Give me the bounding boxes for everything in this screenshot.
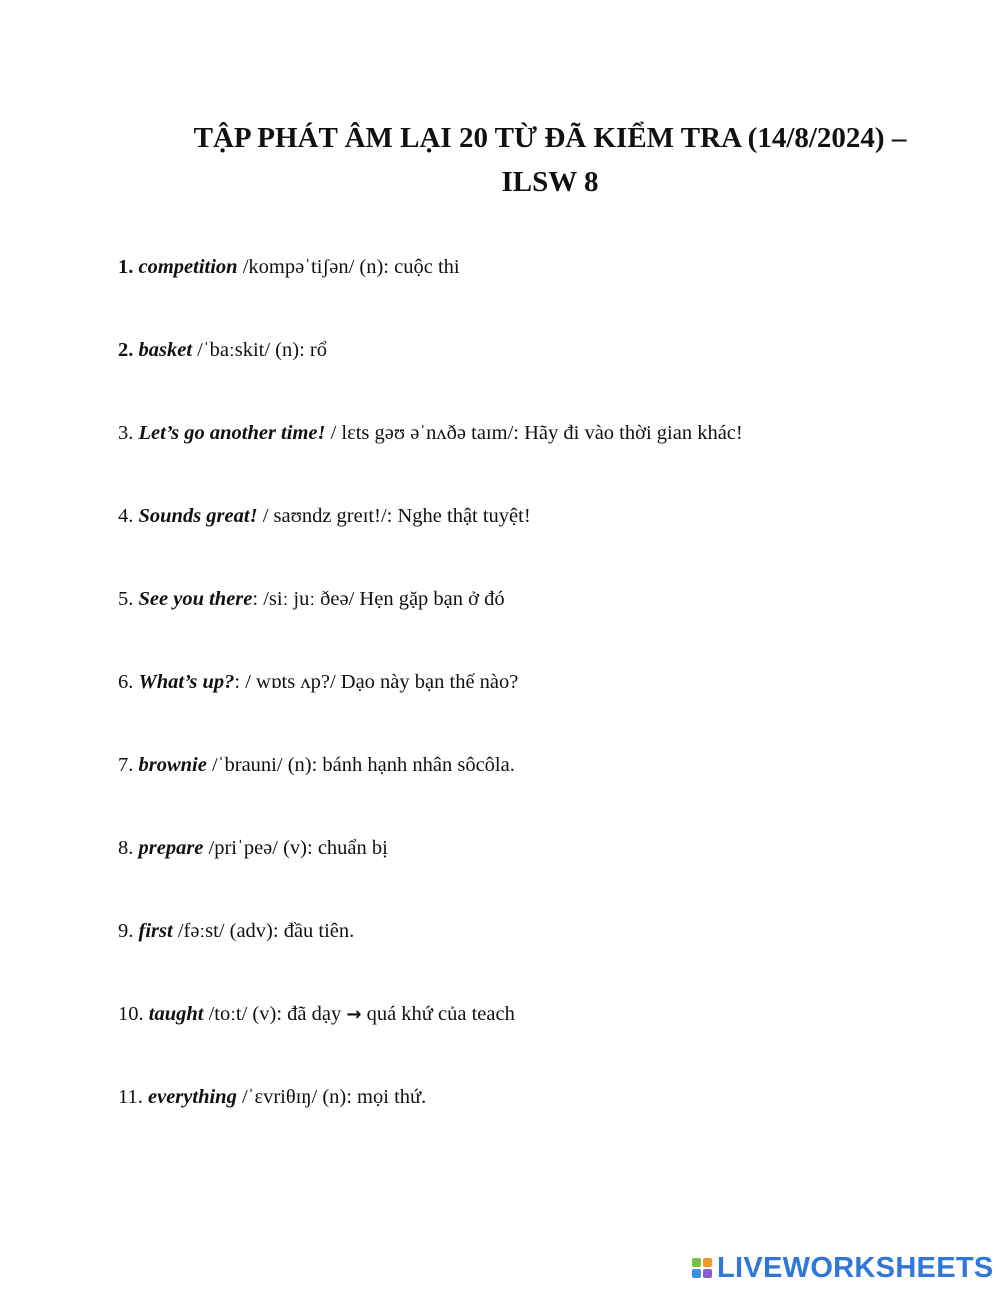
item-number: 7. (118, 754, 134, 776)
liveworksheets-logo (692, 1250, 994, 1286)
item-number: 1. (118, 256, 134, 278)
title-line-2: ILSW 8 (501, 166, 599, 198)
vocab-definition: /kompəˈtiʃən/ (n): cuộc thi (237, 256, 460, 278)
vocab-term: What’s up? (138, 671, 235, 693)
item-number: 8. (118, 837, 134, 859)
item-number: 4. (118, 505, 134, 527)
vocab-definition: /fəːst/ (adv): đầu tiên. (172, 920, 355, 942)
liveworksheets-logo-icon (692, 1258, 712, 1278)
vocab-definition: : /siː juː ðeə/ Hẹn gặp bạn ở đó (252, 588, 505, 610)
vocab-definition: /ˈbrauni/ (n): bánh hạnh nhân sôcôla. (206, 754, 515, 776)
vocab-item (118, 748, 978, 831)
vocab-term: first (138, 920, 173, 942)
vocab-term: everything (148, 1086, 237, 1108)
vocab-definition: /ˈɛvriθɪŋ/ (n): mọi thứ. (236, 1086, 427, 1108)
vocab-definition: / saʊndz greɪt!/: Nghe thật tuyệt! (257, 505, 531, 527)
vocab-definition: /toːt/ (v): đã dạy (203, 1003, 347, 1025)
item-number: 11. (118, 1086, 143, 1108)
vocab-definition: /ˈbaːskit/ (n): rổ (192, 339, 327, 361)
vocab-item (118, 1080, 978, 1163)
liveworksheets-logo-text: LIVEWORKSHEETS (717, 1252, 994, 1284)
vocab-definition: / lɛts gəʊ əˈnʌðə taɪm/: Hãy đi vào thời gian khác! (325, 422, 743, 444)
vocab-term: brownie (138, 754, 207, 776)
worksheet-title (140, 116, 960, 204)
vocab-term: taught (148, 1003, 204, 1025)
vocab-item (118, 831, 978, 914)
vocab-term: See you there (138, 588, 253, 610)
vocab-item (118, 333, 978, 416)
vocab-item (118, 665, 978, 748)
vocab-item (118, 582, 978, 665)
right-arrow-icon: → (346, 1004, 362, 1025)
vocab-term: Sounds great! (138, 505, 258, 527)
item-number: 3. (118, 422, 134, 444)
vocab-item (118, 499, 978, 582)
item-number: 5. (118, 588, 134, 610)
vocab-item (118, 250, 978, 333)
vocab-term: basket (138, 339, 193, 361)
vocab-term: Let’s go another time! (138, 422, 326, 444)
vocab-item (118, 997, 978, 1080)
item-number: 6. (118, 671, 134, 693)
vocab-definition: /priˈpeə/ (v): chuẩn bị (203, 837, 388, 859)
vocab-item (118, 914, 978, 997)
vocab-note: quá khứ của teach (361, 1003, 515, 1025)
item-number: 2. (118, 339, 134, 361)
vocab-item (118, 416, 978, 499)
vocab-term: prepare (138, 837, 204, 859)
item-number: 10. (118, 1003, 144, 1025)
vocabulary-list (118, 250, 978, 1163)
vocab-term: competition (138, 256, 238, 278)
item-number: 9. (118, 920, 134, 942)
title-line-1: TẬP PHÁT ÂM LẠI 20 TỪ ĐÃ KIỂM TRA (14/8/2024) – (193, 122, 907, 154)
vocab-definition: : / wɒts ʌp?/ Dạo này bạn thế nào? (234, 671, 519, 693)
